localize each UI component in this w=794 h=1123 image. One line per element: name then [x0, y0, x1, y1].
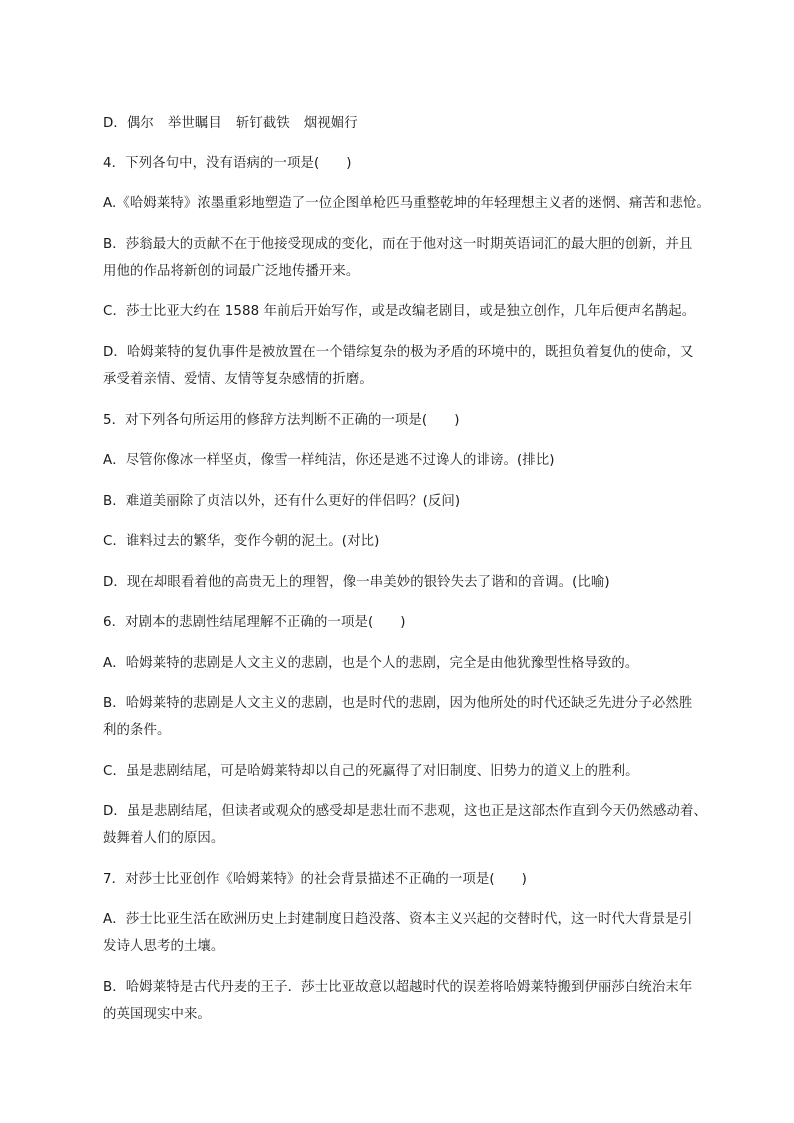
q4-option-d-line-2: 承受着亲情、爱情、友情等复杂感情的折磨。 [103, 372, 373, 387]
q7-option-b-line-1: B．哈姆莱特是古代丹麦的王子．莎士比亚故意以超越时代的误差将哈姆莱特搬到伊丽莎白统治末年 [103, 980, 693, 995]
q6-option-a: A．哈姆莱特的悲剧是人文主义的悲剧，也是个人的悲剧，完全是由他犹豫型性格导致的。 [103, 656, 639, 671]
word-3: 烟视媚行 [303, 116, 358, 131]
question-6-stem: 6．对剧本的悲剧性结尾理解不正确的一项是( ) [103, 615, 406, 630]
q7-option-a-line-1: A．莎士比亚生活在欧洲历史上封建制度日趋没落、资本主义兴起的交替时代，这一时代大背景是引 [103, 912, 693, 927]
word-1: 举世瞩目 [167, 116, 222, 131]
q6-option-b-line-2: 利的条件。 [103, 723, 171, 738]
question-5-stem: 5．对下列各句所运用的修辞方法判断不正确的一项是( ) [103, 413, 460, 428]
option-d-q3 [103, 114, 358, 134]
q5-option-c: C．谁料过去的繁华，变作今朝的泥土。(对比) [103, 534, 380, 549]
q4-option-c: C．莎士比亚大约在 1588 年前后开始写作，或是改编老剧目，或是独立创作，几年后便声名鹊起。 [103, 304, 696, 319]
q5-option-b: B．难道美丽除了贞洁以外，还有什么更好的伴侣吗？(反问) [103, 494, 461, 509]
q6-option-b-line-1: B．哈姆莱特的悲剧是人文主义的悲剧，也是时代的悲剧，因为他所处的时代还缺乏先进分子必然胜 [103, 696, 693, 711]
word-2: 斩钉截铁 [235, 116, 290, 131]
q5-option-a: A．尽管你像冰一样坚贞，像雪一样纯洁，你还是逃不过谗人的诽谤。(排比) [103, 453, 555, 468]
q6-option-c: C．虽是悲剧结尾，可是哈姆莱特却以自己的死赢得了对旧制度、旧势力的道义上的胜利。 [103, 764, 639, 779]
question-4-stem: 4．下列各句中，没有语病的一项是( ) [103, 156, 352, 171]
q4-option-b-line-2: 用他的作品将新创的词最广泛地传播开来。 [103, 264, 360, 279]
q5-option-d: D．现在却眼看着他的高贵无上的理智，像一串美妙的银铃失去了谐和的音调。(比喻) [103, 575, 610, 590]
option-d-q3-label: D．偶尔 [103, 116, 154, 131]
q4-option-d-line-1: D．哈姆莱特的复仇事件是被放置在一个错综复杂的极为矛盾的环境中的，既担负着复仇的使命，又 [103, 345, 694, 360]
q7-option-a-line-2: 发诗人思考的土壤。 [103, 939, 225, 954]
q6-option-d-line-2: 鼓舞着人们的原因。 [103, 831, 225, 846]
question-7-stem: 7．对莎士比亚创作《哈姆莱特》的社会背景描述不正确的一项是( ) [103, 872, 527, 887]
q4-option-a: A.《哈姆莱特》浓墨重彩地塑造了一位企图单枪匹马重整乾坤的年轻理想主义者的迷惘、痛苦和悲怆。 [103, 196, 710, 211]
q4-option-b-line-1: B．莎翁最大的贡献不在于他接受现成的变化，而在于他对这一时期英语词汇的最大胆的创新，并且 [103, 237, 693, 252]
q7-option-b-line-2: 的英国现实中来。 [103, 1007, 211, 1022]
q6-option-d-line-1: D．虽是悲剧结尾，但读者或观众的感受却是悲壮而不悲观，这也正是这部杰作直到今天仍然感动着、 [103, 804, 707, 819]
